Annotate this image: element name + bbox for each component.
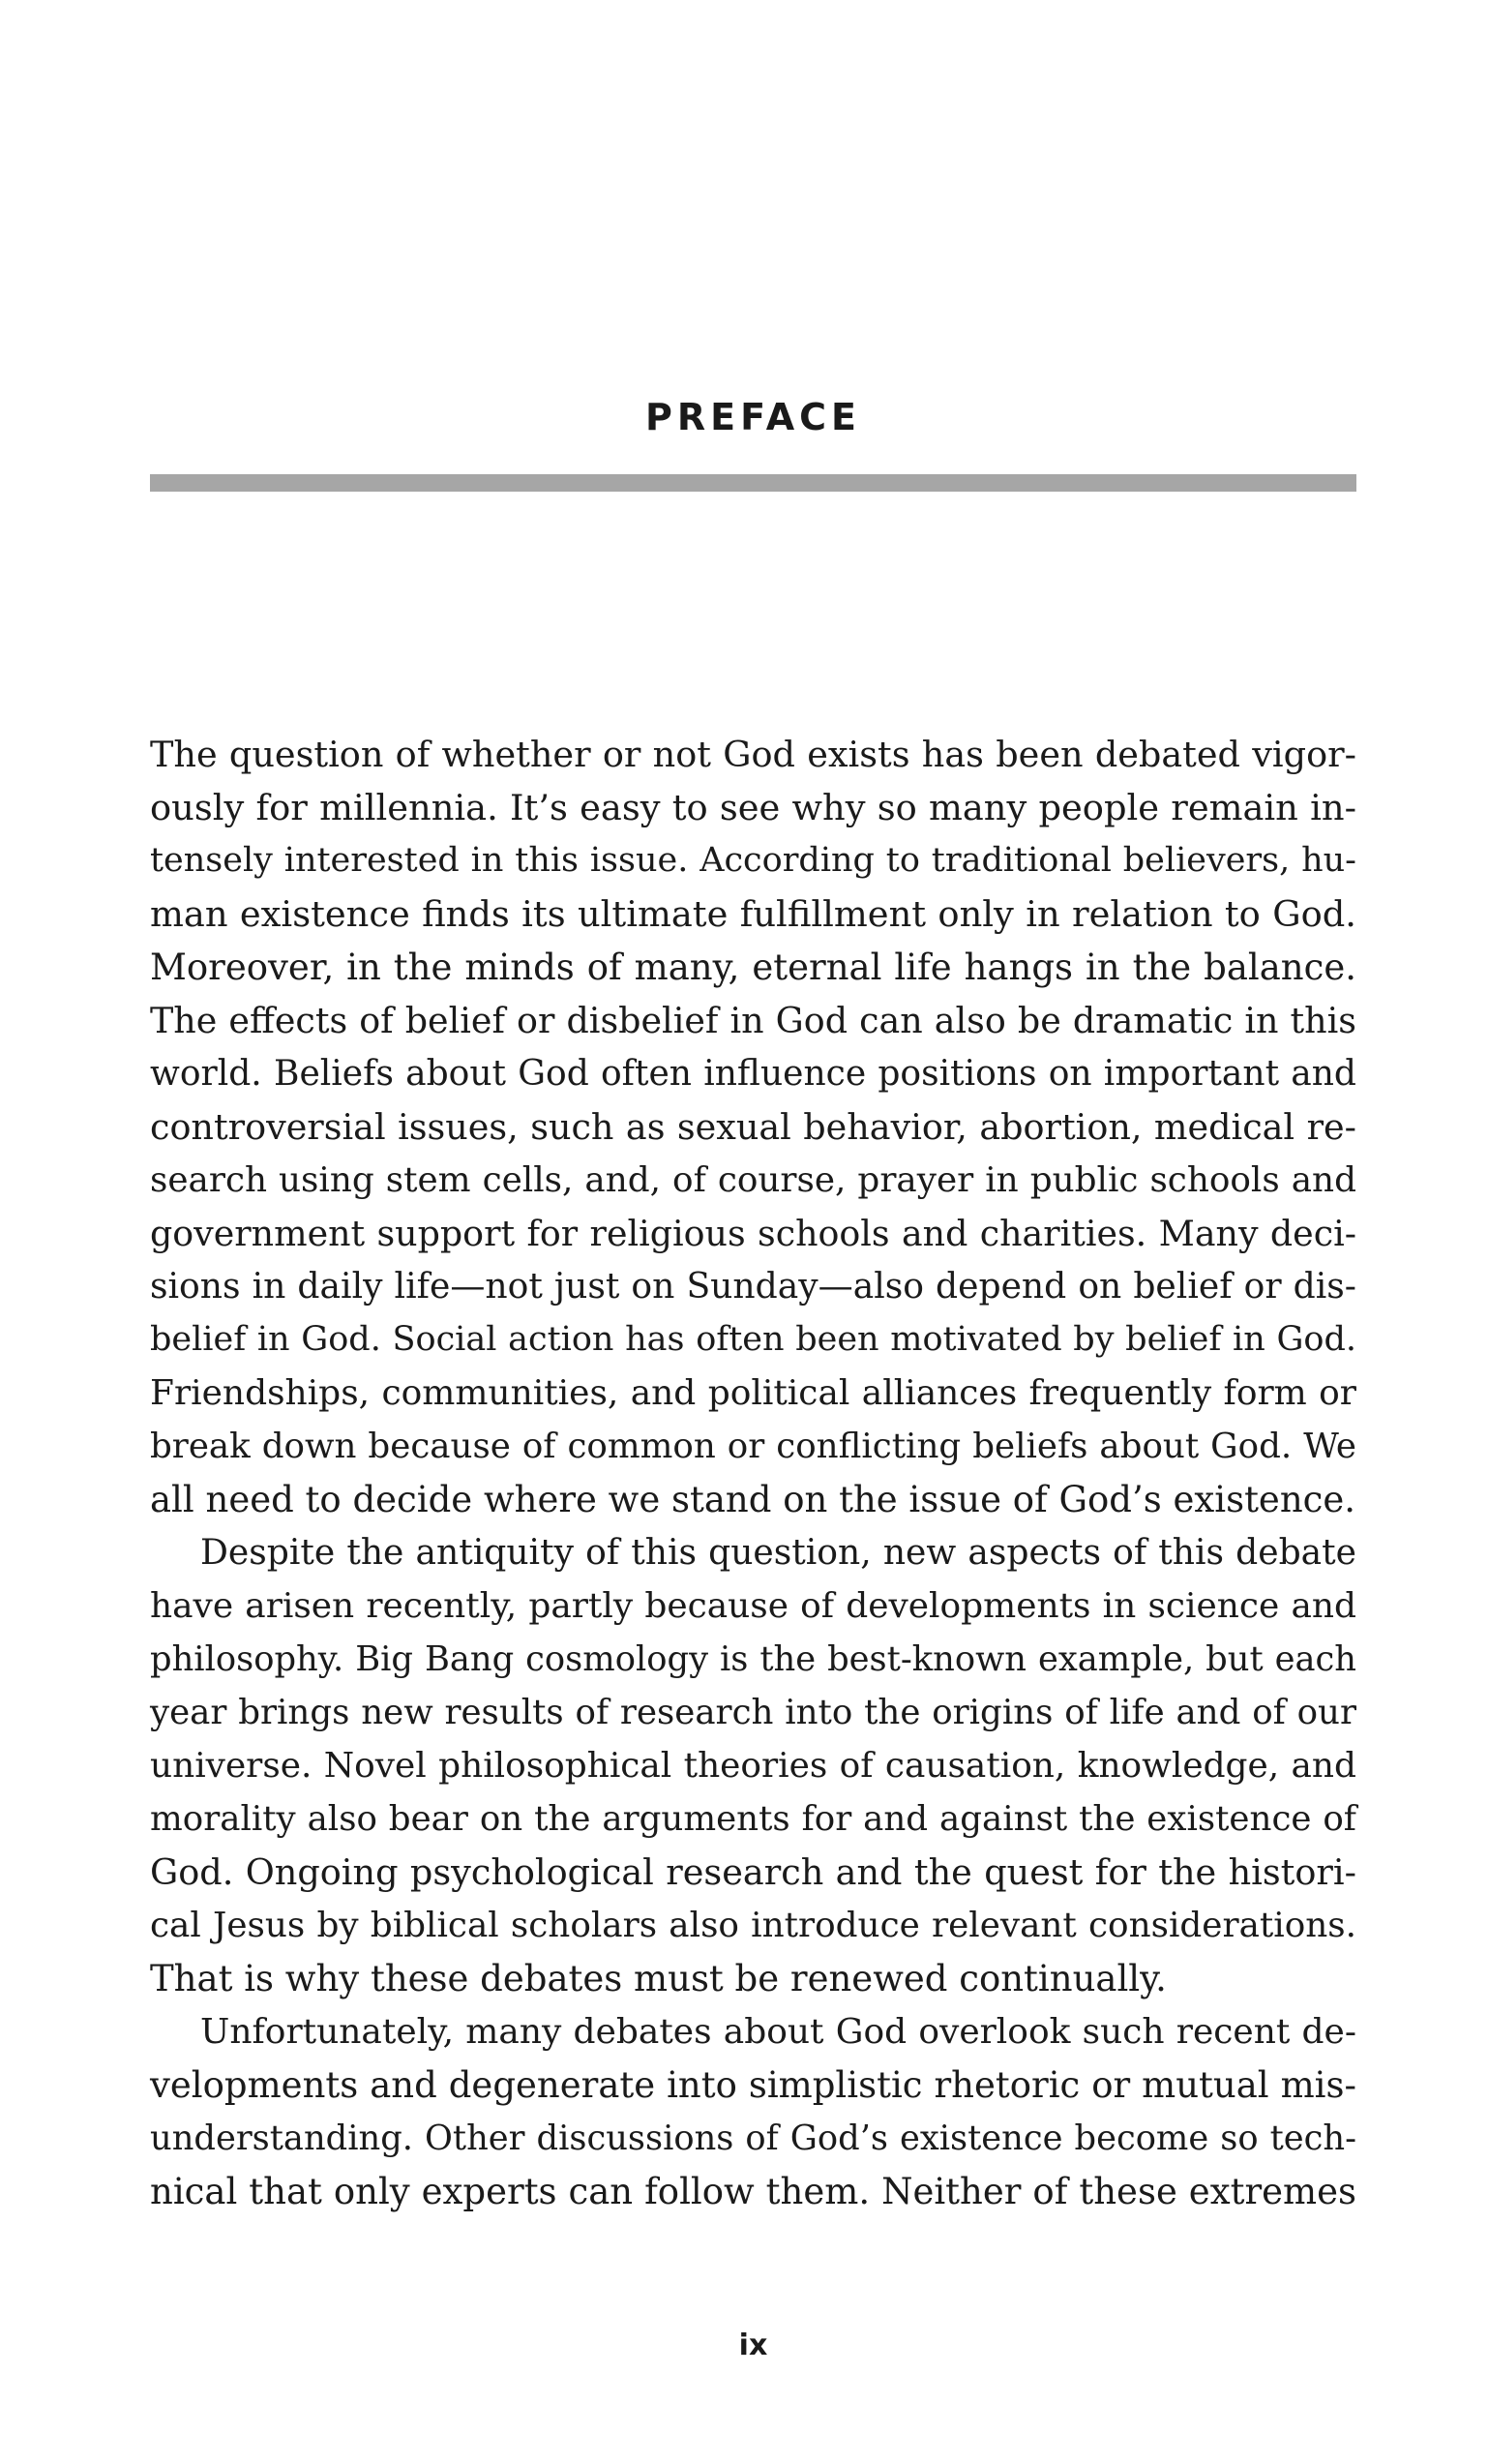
text-line: understanding. Other discussions of God’s existence become so tech- [150,2118,1356,2158]
paragraph-2 [150,1526,1356,2005]
text-line: Friendships, communities, and political alliances frequently form or [150,1373,1356,1413]
body-text [150,728,1356,2218]
text-line: That is why these debates must be renewed continually. [150,1958,1167,1999]
text-line: break down because of common or conflicting beliefs about God. We [150,1427,1356,1466]
text-line: all need to decide where we stand on the issue of God’s existence. [150,1479,1356,1520]
text-line: nical that only experts can follow them. Neither of these extremes [150,2171,1356,2212]
text-line: tensely interested in this issue. According to traditional believers, hu- [150,841,1356,880]
paragraph-1 [150,728,1356,1526]
heading-rule [150,474,1356,492]
text-line: God. Ongoing psychological research and the quest for the histori- [150,1851,1356,1893]
text-line: man existence finds its ultimate fulfillment only in relation to God. [150,893,1356,935]
text-line: controversial issues, such as sexual behavior, abortion, medical re- [150,1106,1356,1148]
paragraph-3 [150,2005,1356,2218]
text-line: The effects of belief or disbelief in God can also be dramatic in this [150,1000,1356,1041]
text-line: universe. Novel philosophical theories of causation, knowledge, and [150,1746,1356,1786]
text-line: search using stem cells, and, of course, prayer in public schools and [150,1160,1356,1200]
text-line: Unfortunately, many debates about God overlook such recent de- [200,2012,1356,2052]
chapter-heading: PREFACE [645,396,861,438]
text-line: sions in daily life—not just on Sunday—also depend on belief or dis- [150,1266,1356,1307]
text-line: have arisen recently, partly because of developments in science and [150,1586,1356,1626]
text-line: belief in God. Social action has often been motivated by belief in God. [150,1320,1356,1359]
text-line: cal Jesus by biblical scholars also introduce relevant considerations. [150,1906,1356,1945]
page-number: ix [738,2329,768,2362]
text-line: morality also bear on the arguments for and against the existence of [150,1799,1356,1839]
text-line: philosophy. Big Bang cosmology is the best-known example, but each [150,1639,1356,1679]
text-line: ously for millennia. It’s easy to see why so many people remain in- [150,787,1356,828]
text-line: world. Beliefs about God often influence positions on important and [150,1054,1356,1094]
text-line: velopments and degenerate into simplistic rhetoric or mutual mis- [150,2064,1356,2106]
text-line: Despite the antiquity of this question, new aspects of this debate [200,1532,1356,1573]
text-line: government support for religious schools and charities. Many deci- [150,1213,1356,1254]
text-line: year brings new results of research into the origins of life and of our [150,1693,1356,1732]
text-line: The question of whether or not God exists has been debated vigor- [150,734,1356,775]
text-line: Moreover, in the minds of many, eternal life hangs in the balance. [150,947,1356,988]
